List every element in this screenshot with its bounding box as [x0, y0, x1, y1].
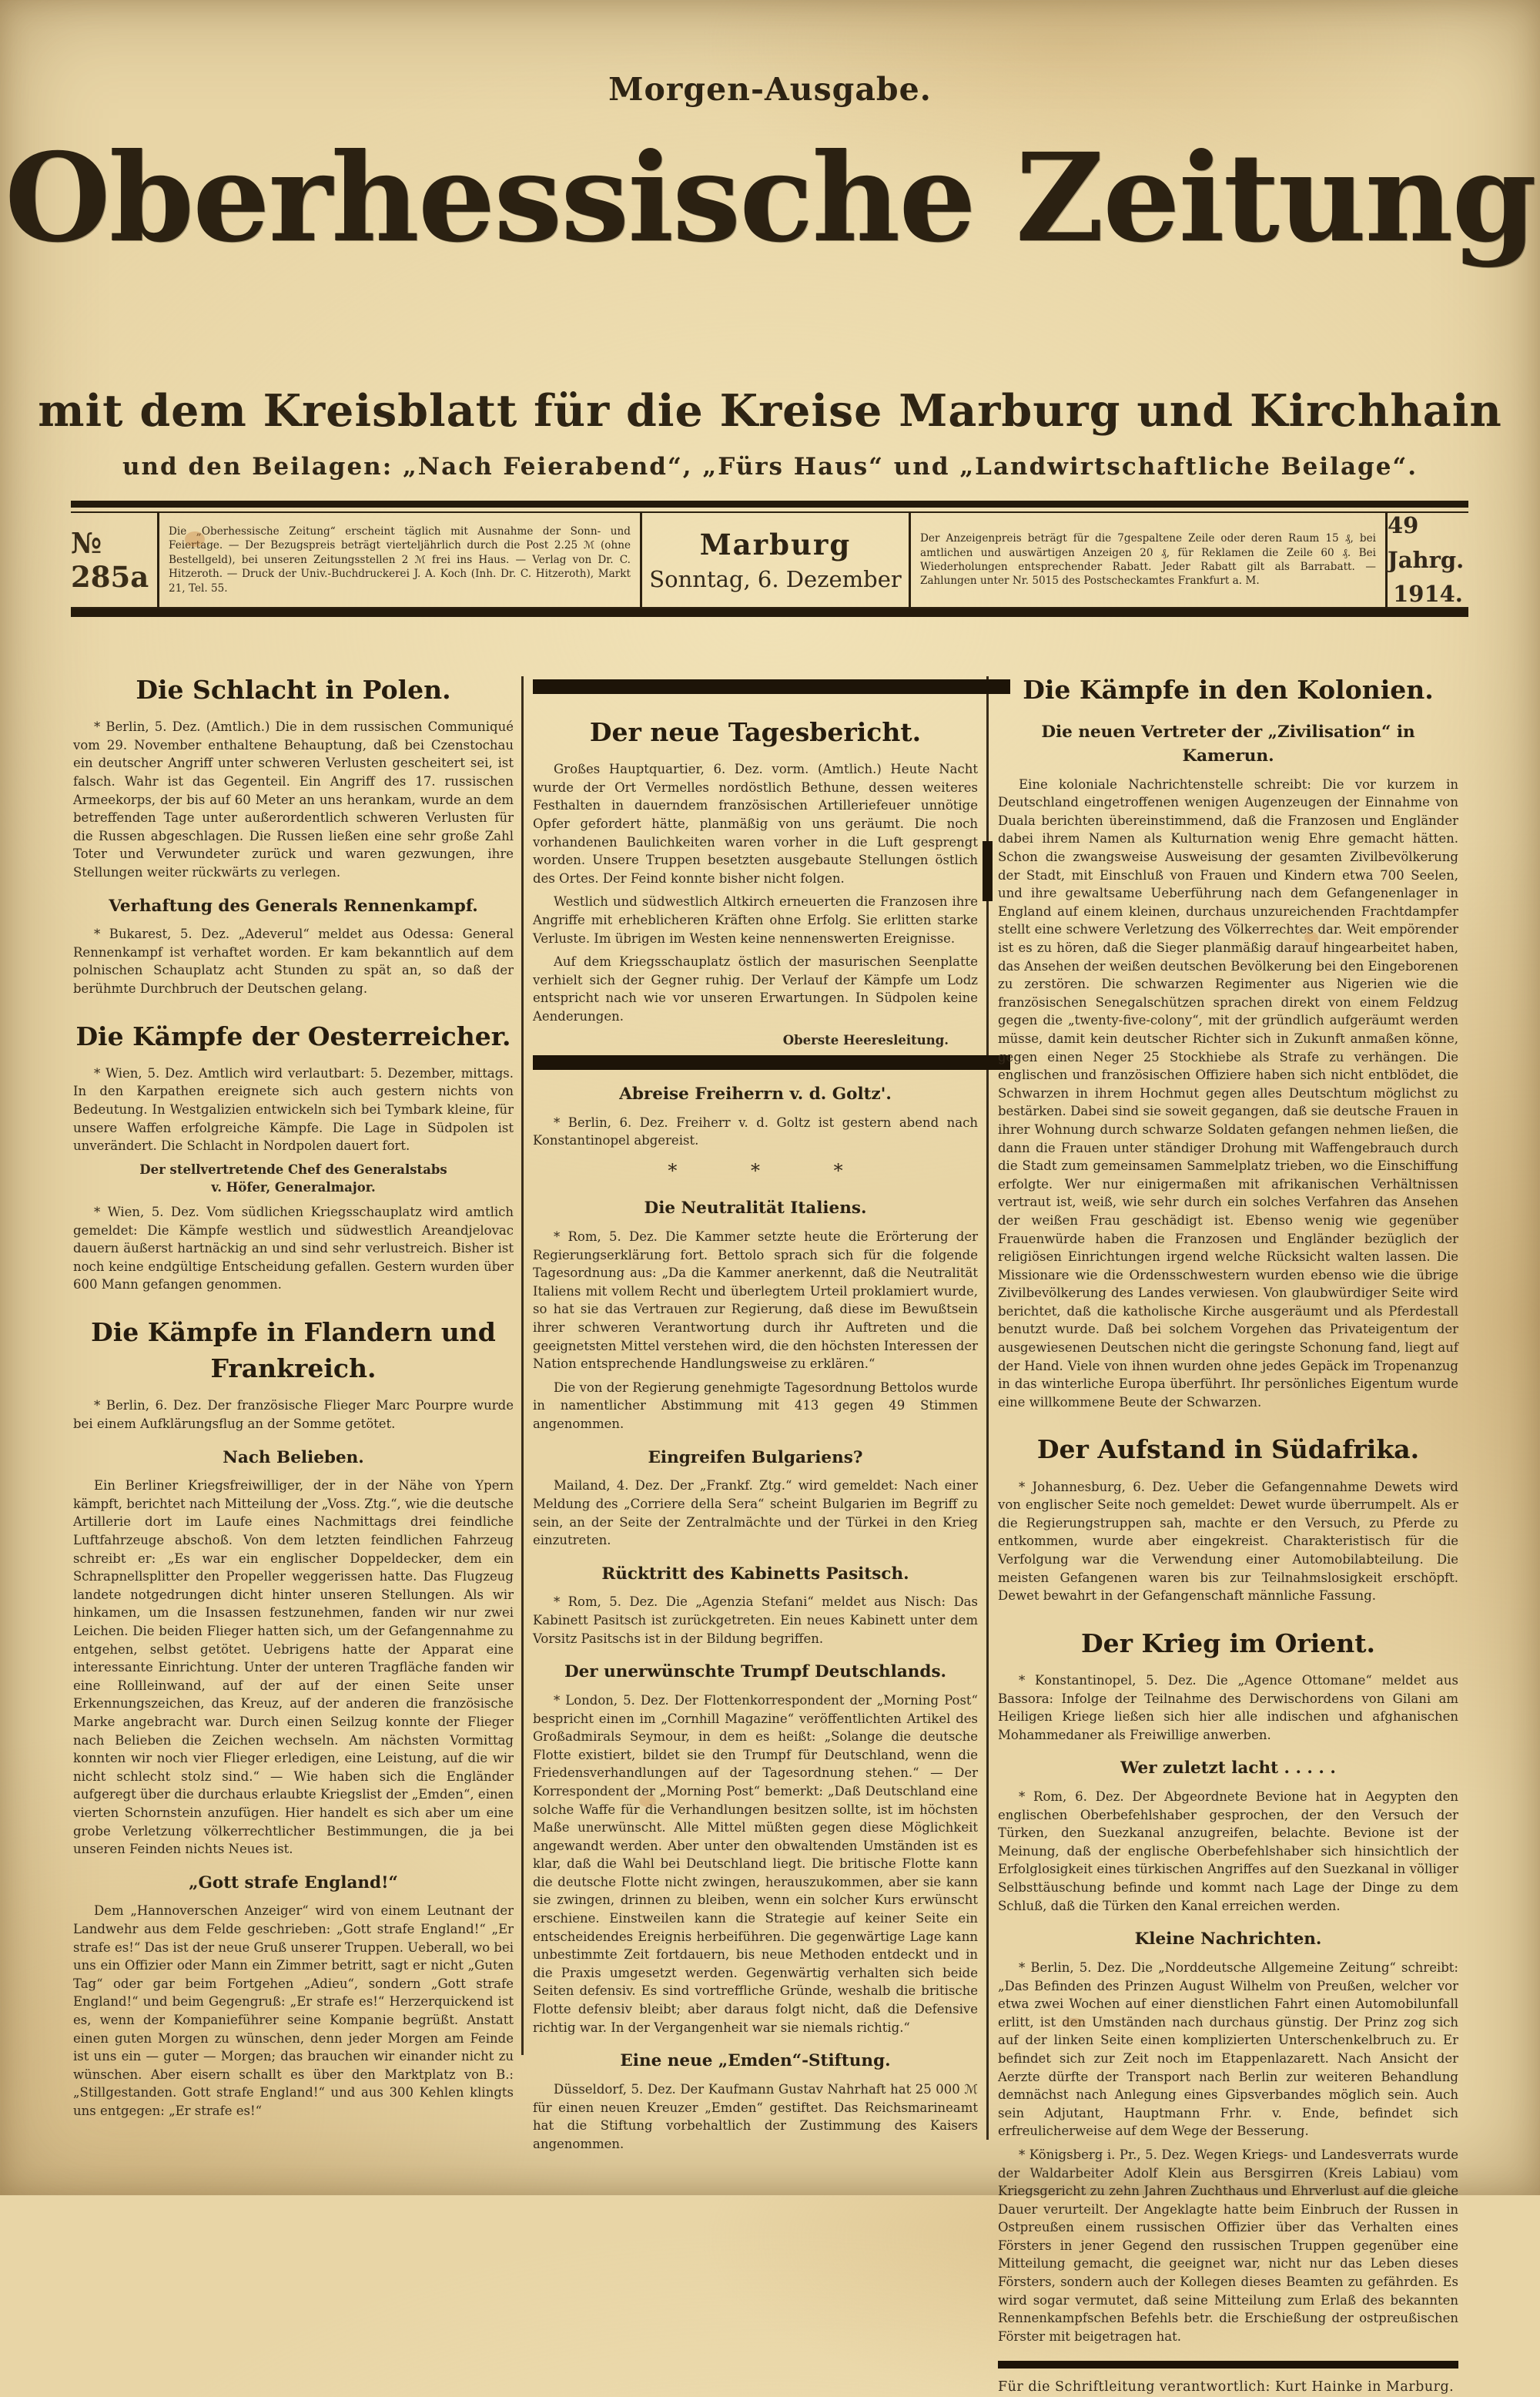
article-headline: Die Kämpfe der Oesterreicher. — [75, 1021, 511, 1051]
footer-rule — [998, 2361, 1458, 2369]
signature-line: Oberste Heeresleitung. — [782, 1032, 949, 1048]
article-subhead: Die neuen Vertreter der „Zivilisation“ in Kamerun. — [1041, 722, 1415, 766]
article-paragraph: Westlich und südwestlich Altkirch erneuerten die Franzosen ihre Angriffe mit erheblicheren Kräften ohne Erfolg. Sie erlitten starke Verluste. Im übrigen im Westen keine nennenswerten Ereignisse. — [533, 894, 978, 946]
info-bar — [71, 511, 1468, 608]
article-paragraph: * Königsberg i. Pr., 5. Dez. Wegen Kriegs- und Landesverrats wurde der Waldarbeiter Adolf Klein aus Bersgirren (Kreis Labiau) vom Kriegsgericht zu zehn Jahren Zuchthaus und Ehrverlust auf die gleiche Dauer verurteilt. Der Angeklagte hatte beim Einbruch der Russen in Ostpreußen einem russischen Offizier über das Verhalten eines Försters in jener Gegend den russischen Truppen gegenüber eine Mitteilung gemacht, die geeignet war, nicht nur das Leben dieses Försters, sondern auch der Kollegen dieses Beamten zu gefährden. Es wird sogar vermutet, daß seine Mitteilung zum Erlaß des bekannten Rennenkampfschen Befehls betr. die Erschießung der ostpreußischen Förster mit beigetragen hat. — [998, 2147, 1458, 2344]
subscription-info: Die „Oberhessische Zeitung“ erscheint täglich mit Ausnahme der Sonn- und Feiertage. — Der Bezugspreis beträgt vierteljährlich durch die Post 2.25 ℳ (ohne Bestellgeld), bei unseren Zeitungsstellen 2 ℳ frei ins Haus. — Verlag von Dr. C. Hitzeroth. — Druck der Univ.-Buchdruckerei J. A. Koch (Inh. Dr. C. Hitzeroth), Markt 21, Tel. 55. — [157, 513, 640, 607]
article-paragraph: * Berlin, 5. Dez. (Amtlich.) Die in dem russischen Communiqué vom 29. November enthaltene Behauptung, daß bei Czenstochau ein deutscher Angriff unter schweren Verlusten gescheitert sei, ist falsch. Wahr ist das Gegenteil. Ein Angriff des 17. russischen Armeekorps, der bis auf 60 Meter an uns herankam, wurde an dem betreffenden Tage unter außerordentlich schweren Verlusten für die Russen abgeschlagen. Die Russen ließen eine sehr große Zahl Toter und Verwundeter zurück und waren gezwungen, ihre Stellungen weiter rückwärts zu verlegen. — [73, 719, 514, 880]
newspaper-subtitle: mit dem Kreisblatt für die Kreise Marburg und Kirchhain — [38, 385, 1502, 437]
column-right — [998, 652, 1458, 2397]
article-paragraph: * Bukarest, 5. Dez. „Adeverul“ meldet aus Odessa: General Rennenkampf ist verhaftet worden. Er kam bekanntlich auf dem polnischen Schauplatz acht Stunden zu spät an, so daß der berühmte Durchbruch der Deutschen gelang. — [73, 927, 514, 997]
column-left — [73, 652, 514, 2126]
imprint-line: Für die Schriftleitung verantwortlich: Kurt Hainke in Marburg. — [998, 2379, 1455, 2395]
volume-label: 49 Jahrg. — [1388, 511, 1465, 573]
article-paragraph: Dem „Hannoverschen Anzeiger“ wird von einem Leutnant der Landwehr aus dem Felde geschrieben: „Gott strafe England!“ „Er strafe es!“ Das ist der neue Gruß unserer Truppen. Ueberall, wo bei uns ein Offizier oder Mann ein Zimmer betritt, sagt er nicht „Guten Tag“ oder gar beim Fortgehen „Adieu“, sondern „Gott strafe England!“ und beim Gegengruß: „Er strafe es!“ Herzerquickend ist es, wenn der Kompanieführer seine Kompanie begrüßt. Anstatt einen guten Morgen zu wünschen, denn jeder Morgen am Feinde ist uns ein — guter — Morgen; das brauchen wir einander nicht zu wünschen. Aber eisern schallt es über den Marktplatz von B.: „Stillgestanden. Gott strafe England!“ und aus 300 Kehlen klingts uns entgegen: „Er strafe es!“ — [73, 1903, 514, 2118]
issue-date: Sonntag, 6. Dezember — [649, 566, 902, 592]
article-paragraph: * Konstantinopel, 5. Dez. Die „Agence Ottomane“ meldet aus Bassora: Infolge der Teilnahme des Derwischordens von Gilani am Heiligen Kriege ließen sich hier alle indischen und afghanischen Mohammedaner als Freiwillige anwerben. — [998, 1672, 1458, 1742]
article-paragraph: * London, 5. Dez. Der Flottenkorrespondent der „Morning Post“ bespricht einen im „Cornhill Magazine“ veröffentlichten Artikel des Großadmirals Seymour, in dem es heißt: „Solange die deutsche Flotte existiert, bildet sie den Trumpf für Deutschland, wenn die Friedensverhandlungen auf der Tagesordnung stehen.“ — Der Korrespondent der „Morning Post“ bemerkt: „Daß Deutschland eine solche Waffe für die Verhandlungen besitzen sollte, ist im höchsten Maße unerwünscht. Alle Mittel müßten gegen diese Möglichkeit angewandt werden. Aber unter den obwaltenden Umständen ist es klar, daß die Wahl bei Deutschland liegt. Die britische Flotte kann die deutsche Flotte nicht zwingen, herauszukommen, aber sie kann sie zwingen, drinnen zu bleiben, wenn ein solcher Kurs erwünscht erschiene. Einstweilen kann die Strategie auf keiner Seite ein entscheidendes Ereignis herbeiführen. Die gegenwärtige Lage kann unbestimmte Zeit fortdauern, bis neue Methoden entdeckt und in die Praxis umgesetzt werden. Gegenwärtig verhalten sich beide Seiten defensiv. Es sind vortreffliche Gründe, weshalb die britische Flotte defensiv bleibt; aber daraus folgt nicht, daß die Defensive richtig war. In der Vergangenheit war sie niemals richtig.“ — [533, 1692, 978, 2035]
article-paragraph: Eine koloniale Nachrichtenstelle schreibt: Die vor kurzem in Deutschland eingetroffenen wenigen Augenzeugen der Einnahme von Duala berichten übereinstimmend, daß die Franzosen und Engländer dabei ihrem Namen als Kulturnation wenig Ehre gemacht hätten. Schon die zwangsweise Ausweisung der gesamten Zivilbevölkerung der Stadt, mit Einschluß von Frauen und Kindern etwa 700 Seelen, und ihre gewaltsame Ueberführung nach dem Gefangenenlager in England auf einem kleinen, durchaus unzureichenden Frachtdampfer stellt eine schwere Verletzung des Völkerrechtes dar. Weit empörender ist es zu hören, daß die Sieger planmäßig darauf hingearbeitet haben, das Ansehen der weißen deutschen Bevölkerung bei den Eingeborenen zu zerstören. Die schwarzen Regimenter aus Nigerien wie die französischen Senegalschützen sprachen direkt von einem Feldzug gegen die „twenty-five-colony“, mit der gründlich aufgeräumt werden müsse, damit kein deutscher Richter sich in Zukunft anmaßen könne, gegen einen Neger 25 Stockhiebe als Strafe zu verhängen. Die englischen und französischen Offiziere haben sich nicht entblödet, die Schwarzen in ihrem Hochmut gegen alles Deutschtum möglichst zu bestärken. Dabei sind sie soweit gegangen, daß sie deutsche Frauen in ihrer Wohnung durch schwarze Soldaten gefangen nehmen ließen, die dann die Frauen unter ständiger Drohung mit Waffengebrauch durch die Stadt zum gemeinsamen Sammelplatz trieben, wo die Einschiffung erfolgte. Wer nur einigermaßen mit afrikanischen Verhältnissen vertraut ist, weiß, wie sehr durch ein solches Verfahren das Ansehen der weißen Frau geschädigt ist. Ebenso wenig wie gegenüber Frauenwürde haben die Franzosen und Engländer bezüglich der religiösen Einrichtungen irgend welche Rücksicht walten lassen. Die Missionare wie die Ordensschwestern wurden ebenso wie die übrige Zivilbevölkerung des Landes verwiesen. Von glaubwürdiger Seite wird berichtet, daß die katholische Kirche ausgeräumt und als Pferdestall benutzt wurde. Daß bei solchem Vorgehen das Privateigentum der ausgewiesenen Deutschen nicht die geringste Schonung fand, liegt auf der Hand. Viele von ihnen wurden ohne jedes Gepäck im Tropenanzug in das winterliche Europa überführt. Ihr persönliches Eigentum wurde eine willkommene Beute der Schwarzen. — [998, 776, 1458, 1410]
article-subhead: „Gott strafe England!“ — [189, 1872, 398, 1892]
article-subhead: Wer zuletzt lacht . . . . . — [1120, 1758, 1336, 1778]
article-subhead: Nach Belieben. — [223, 1447, 364, 1467]
article-headline: Die Kämpfe in Flandern und Frankreich. — [91, 1316, 496, 1384]
article-subhead: Die Neutralität Italiens. — [644, 1198, 867, 1219]
column-center — [533, 652, 978, 2158]
article-paragraph: * Berlin, 6. Dez. Der französische Flieger Marc Pourpre wurde bei einem Aufklärungsflug an der Somme getötet. — [73, 1398, 514, 1431]
article-paragraph: Ein Berliner Kriegsfreiwilliger, der in der Nähe von Ypern kämpft, berichtet nach Mitteilung der „Voss. Ztg.“, wie die deutsche Artillerie dort im Laufe eines Nachmittags drei feindliche Luftfahrzeuge abschoß. Von dem letzten feindlichen Fahrzeug schreibt er: „Es war ein englischer Doppeldecker, dem ein Schrapnellsplitter den Propeller weggerissen hatte. Das Flugzeug landete notgedrungen dicht hinter unseren Stellungen. Als wir hinkamen, um die Insassen festzunehmen, fanden wir nur zwei Leichen. Die beiden Flieger hatten sich, um der Gefangennahme zu entgehen, selbst getötet. Uebrigens hatte der Apparat eine interessante Einrichtung. Unter der unteren Tragfläche fanden wir eine Rollleinwand, auf der auf der einen Seite unser Erkennungszeichen, das Kreuz, auf der anderen die französische Marke angebracht war. Durch einen Seilzug konnte der Flieger nach Belieben die Zeichen wechseln. Am nächsten Vormittag konnten wir noch vier Flieger erledigen, eine Leistung, auf die wir nicht schlecht stolz sind.“ — Wie haben sich die Engländer aufgeregt über die durchaus erlaubte Kriegslist der „Emden“, einen vierten Schornstein anzufügen. Hier handelt es sich aber um eine grobe Verletzung völkerrechtlicher Bestimmungen, die ja bei unseren Feinden nichts Neues ist. — [73, 1478, 514, 1857]
masthead-divider-bottom — [71, 608, 1468, 617]
article-subhead: Der unerwünschte Trumpf Deutschlands. — [564, 1662, 947, 1682]
ad-prices-info: Der Anzeigenpreis beträgt für die 7gespaltene Zeile oder deren Raum 15 ₰, bei amtlichen und auswärtigen Anzeigen 20 ₰, für Reklamen die Zeile 60 ₰. Bei Wiederholungen entsprechender Rabatt. Jeder Rabatt gilt als Barrabatt. — Zahlungen unter Nr. 5015 des Postscheckamtes Frankfurt a. M. — [909, 513, 1385, 607]
newspaper-title: Oberhessische Zeitung — [5, 127, 1535, 270]
article-subhead: Eine neue „Emden“-Stiftung. — [620, 2051, 891, 2071]
newspaper-supplements: und den Beilagen: „Nach Feierabend“, „Fürs Haus“ und „Landwirtschaftliche Beilage“. — [122, 453, 1418, 481]
section-bar — [533, 679, 1010, 694]
article-paragraph: Düsseldorf, 5. Dez. Der Kaufmann Gustav Nahrhaft hat 25 000 ℳ für einen neuen Kreuzer „Emden“ gestiftet. Das Reichsmarineamt hat die Stiftung vorbehaltlich der Zustimmung des Kaisers angenommen. — [533, 2081, 978, 2151]
volume-box — [1385, 513, 1468, 607]
signature-line: Der stellvertretende Chef des Generalstabs — [139, 1162, 447, 1177]
article-paragraph: Großes Hauptquartier, 6. Dez. vorm. (Amtlich.) Heute Nacht wurde der Ort Vermelles nordöstlich Bethune, dessen weiteres Festhalten in dauerndem französischen Artilleriefeuer unnötige Opfer gefordert hätte, planmäßig von uns geräumt. Die noch vorhandenen Baulichkeiten waren vorher in die Luft gesprengt worden. Unsere Truppen besetzten ausgebaute Stellungen östlich des Ortes. Der Feind konnte bisher nicht folgen. — [533, 762, 978, 886]
column-divider-1 — [521, 676, 524, 2055]
place-date-box — [640, 513, 909, 607]
article-paragraph: * Wien, 5. Dez. Amtlich wird verlautbart: 5. Dezember, mittags. In den Karpathen ereignete sich auch gestern nichts von Bedeutung. In Westgalizien entwickeln sich bei Tymbark kleine, für unsere Waffen erfolgreiche Kämpfe. Die Lage in Südpolen ist unverändert. Die Schlacht in Nordpolen dauert fort. — [73, 1065, 514, 1154]
article-headline: Die Schlacht in Polen. — [136, 675, 451, 705]
article-headline: Der Aufstand in Südafrika. — [1036, 1434, 1420, 1465]
article-paragraph: Die von der Regierung genehmigte Tagesordnung Bettolos wurde in namentlicher Abstimmung mit 413 gegen 49 Stimmen angenommen. — [533, 1380, 978, 1431]
article-paragraph: * Rom, 6. Dez. Der Abgeordnete Bevione hat in Aegypten den englischen Oberbefehlshaber gesprochen, der den Versuch der Türken, den Suezkanal anzugreifen, belachte. Bevione ist der Meinung, daß der englische Oberbefehlshaber sich hinsichtlich der Erfolglosigkeit eines türkischen Angriffes auf den Suezkanal in völliger Selbsttäuschung befinde und kommt nach Lage der Dinge zu dem Schluß, daß die Türken den Kanal erreichen werden. — [998, 1789, 1458, 1913]
masthead-divider-top — [71, 501, 1468, 508]
article-paragraph: * Rom, 5. Dez. Die Kammer setzte heute die Erörterung der Regierungserklärung fort. Bettolo sprach sich für die folgende Tagesordnung aus: „Da die Kammer anerkennt, daß die Neutralität Italiens mit vollem Recht und überlegtem Urteil proklamiert wurde, so hat sie das Vertrauen zur Regierung, daß diese im Bewußtsein ihrer schweren Verantwortung durch ihr Auftreten und die geeignetsten Mittel verstehen wird, die den höchsten Interessen der Nation entsprechende Handlungsweise zu erklären.“ — [533, 1229, 978, 1372]
issue-number: № 285a — [71, 526, 149, 594]
edition-label: Morgen-Ausgabe. — [608, 71, 932, 108]
place-name: Marburg — [699, 528, 852, 562]
article-subhead: Abreise Freiherrn v. d. Goltz'. — [619, 1085, 892, 1105]
article-headline: Der neue Tagesbericht. — [589, 717, 922, 747]
article-paragraph: Auf dem Kriegsschauplatz östlich der masurischen Seenplatte verhielt sich der Gegner ruhig. Der Verlauf der Kämpfe um Lodz entspricht nach wie vor unseren Erwartungen. In Südpolen keine Aenderungen. — [533, 954, 978, 1024]
article-paragraph: * Berlin, 5. Dez. Die „Norddeutsche Allgemeine Zeitung“ schreibt: „Das Befinden des Prinzen August Wilhelm von Preußen, welcher vor etwa zwei Wochen auf einer dienstlichen Fahrt einen Automobilunfall erlitt, ist den Umständen nach durchaus günstig. Der Prinz zog sich auf der linken Seite einen komplizierten Unterschenkelbruch zu. Er befindet sich zur Zeit noch im Etappenlazarett. Nach Ansicht der Aerzte dürfte der Transport nach Berlin zur weiteren Behandlung demnächst nach Anlegung eines Gipsverbandes möglich sein. Auch sein Adjutant, Hauptmann Frhr. v. Ende, befindet sich erfreulicherweise auf dem Wege der Besserung. — [998, 1960, 1458, 2139]
article-subhead: Verhaftung des Generals Rennenkampf. — [109, 896, 478, 916]
article-subhead: Rücktritt des Kabinetts Pasitsch. — [601, 1564, 909, 1584]
article-headline: Die Kämpfe in den Kolonien. — [1023, 675, 1434, 705]
article-paragraph: * Johannesburg, 6. Dez. Ueber die Gefangennahme Dewets wird von englischer Seite noch gemeldet: Dewet wurde überrumpelt. Als er die Regierungstruppen sah, machte er den Versuch, zu Pferde zu entkommen, wurde aber eingekreist. Charakteristisch für die Verfolgung war die Verwendung einer Automobilabteilung. Die meisten Gefangenen waren bis zur Teilnahmslosigkeit erschöpft. Dewet bewahrt in der Gefangenschaft männliche Fassung. — [998, 1479, 1458, 1604]
ink-blot — [983, 841, 993, 901]
article-paragraph: * Berlin, 6. Dez. Freiherr v. d. Goltz ist gestern abend nach Konstantinopel abgereist. — [533, 1115, 978, 1148]
article-paragraph: * Wien, 5. Dez. Vom südlichen Kriegsschauplatz wird amtlich gemeldet: Die Kämpfe westlich und südwestlich Areandjelovac dauern äußerst hartnäckig an und sind sehr verlustreich. Bisher ist noch keine endgültige Entscheidung gefallen. Gestern wurden über 600 Mann gefangen genommen. — [73, 1204, 514, 1292]
article-paragraph: Mailand, 4. Dez. Der „Frankf. Ztg.“ wird gemeldet: Nach einer Meldung des „Corriere della Sera“ scheint Bulgarien im Begriff zu sein, an der Seite der Zentralmächte und der Türkei in den Krieg einzutreten. — [533, 1478, 978, 1548]
article-subhead: Eingreifen Bulgariens? — [648, 1447, 863, 1467]
article-headline: Der Krieg im Orient. — [1081, 1628, 1375, 1658]
year-label: 1914. — [1393, 581, 1463, 608]
section-stars: * * * — [668, 1160, 877, 1182]
article-paragraph: * Rom, 5. Dez. Die „Agenzia Stefani“ meldet aus Nisch: Das Kabinett Pasitsch ist zurückgetreten. Ein neues Kabinett unter dem Vorsitz Pasitschs ist in der Bildung begriffen. — [533, 1594, 978, 1646]
signature-line: v. Höfer, Generalmajor. — [211, 1180, 376, 1195]
article-subhead: Kleine Nachrichten. — [1134, 1929, 1322, 1949]
section-bar — [533, 1055, 1010, 1070]
signature-block — [73, 1161, 514, 1197]
